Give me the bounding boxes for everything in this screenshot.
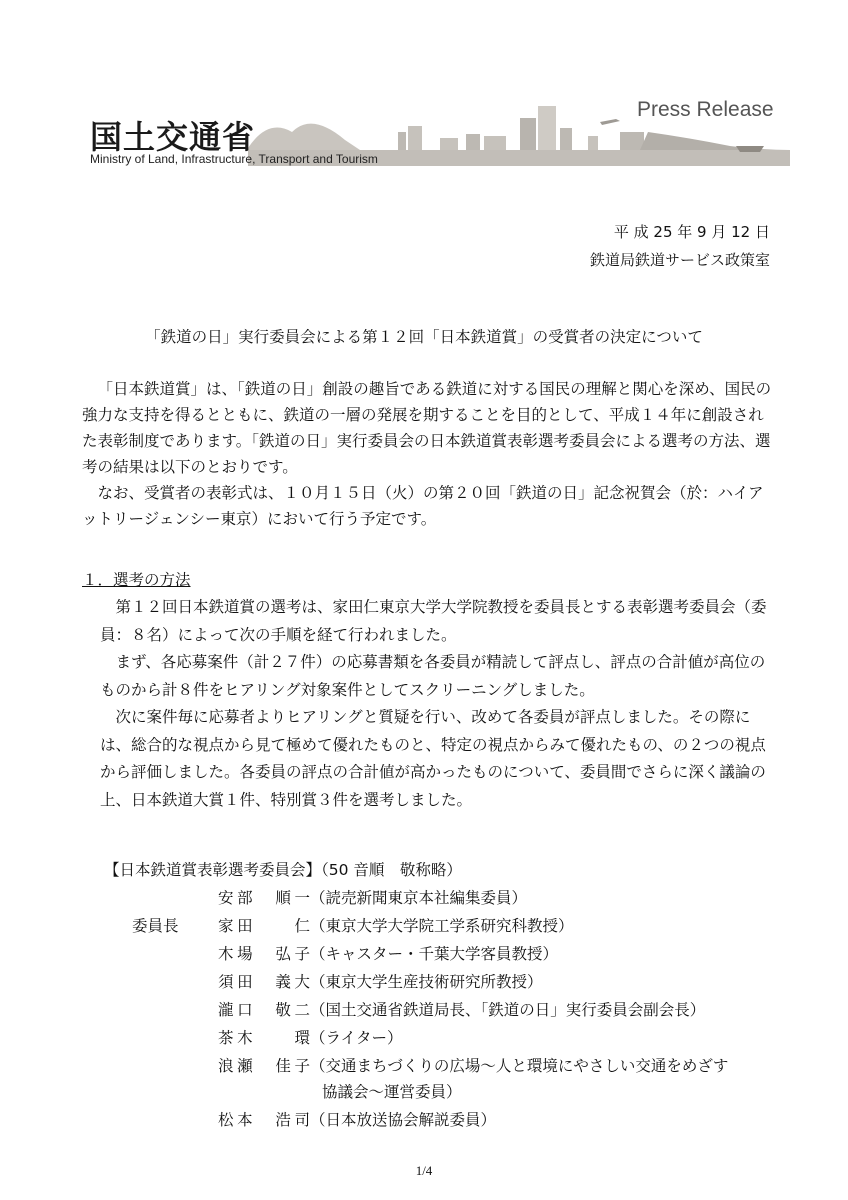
- section-1-body: [100, 594, 772, 814]
- member-name: 浪瀬 佳子: [218, 1057, 310, 1075]
- section-1-paragraph-2: まず、各応募案件（計２７件）の応募書類を各委員が精読して評点し、評点の合計値が高位のものから計８件をヒアリング対象案件としてスクリーニングしました。: [100, 653, 766, 699]
- committee-member: [0, 914, 848, 942]
- committee-member: [0, 970, 848, 998]
- member-name: 木場 弘子: [218, 945, 310, 963]
- section-1-heading: １．選考の方法: [82, 571, 191, 589]
- member-affiliation: （読売新聞東京本社編集委員）: [310, 889, 528, 907]
- member-affiliation: （交通まちづくりの広場～人と環境にやさしい交通をめざす: [310, 1057, 729, 1075]
- section-1-paragraph-1: 第１２回日本鉄道賞の選考は、家田仁東京大学大学院教授を委員長とする表彰選考委員会（委員：８名）によって次の手順を経て行われました。: [100, 598, 767, 644]
- member-name: 須田 義大: [218, 973, 310, 991]
- member-name: 茶木 環: [218, 1029, 310, 1047]
- member-affiliation: （ライター）: [310, 1029, 403, 1047]
- member-affiliation-continuation: 協議会～運営委員）: [322, 1083, 462, 1101]
- press-release-label: Press Release: [637, 98, 774, 121]
- ministry-logo-en: Ministry of Land, Infrastructure, Transport and Tourism: [90, 152, 378, 166]
- document-title: 「鉄道の日」実行委員会による第１２回「日本鉄道賞」の受賞者の決定について: [145, 328, 703, 346]
- member-affiliation: （日本放送協会解説委員）: [310, 1111, 497, 1129]
- member-affiliation: （国土交通省鉄道局長、「鉄道の日」実行委員会副会長）: [310, 1001, 706, 1019]
- member-name: 松本 浩司: [218, 1111, 310, 1129]
- committee-member: [0, 1054, 848, 1082]
- member-name: 安部 順一: [218, 889, 310, 907]
- member-name: 瀧口 敬二: [218, 1001, 310, 1019]
- member-affiliation: （キャスター・千葉大学客員教授）: [310, 945, 559, 963]
- committee-member: [0, 942, 848, 970]
- issue-date: 平 成 25 年 9 月 12 日: [613, 223, 770, 241]
- intro-paragraph-2: なお、受賞者の表彰式は、１０月１５日（火）の第２０回「鉄道の日」記念祝賀会（於：ハイアットリージェンシー東京）において行う予定です。: [82, 484, 764, 528]
- committee-member: [0, 998, 848, 1026]
- member-affiliation: （東京大学生産技術研究所教授）: [310, 973, 543, 991]
- intro-section: [82, 376, 772, 532]
- committee-member: [0, 1026, 848, 1054]
- press-release-header: [0, 0, 848, 180]
- date-block: [590, 218, 770, 274]
- committee-heading: 【日本鉄道賞表彰選考委員会】（50 音順 敬称略）: [104, 861, 462, 879]
- intro-paragraph-1: 「日本鉄道賞」は、「鉄道の日」創設の趣旨である鉄道に対する国民の理解と関心を深め、国民の強力な支持を得るとともに、鉄道の一層の発展を期することを目的として、平成１４年に創設された表彰制度であります。「鉄道の日」実行委員会の日本鉄道賞表彰選考委員会による選考の方法、選考の結果は以下のとおりです。: [82, 380, 772, 476]
- member-role: 委員長: [132, 917, 179, 935]
- issuing-bureau: 鉄道局鉄道サービス政策室: [589, 251, 770, 269]
- member-name: 家田 仁: [218, 917, 310, 935]
- ministry-logo-jp: 国土交通省: [90, 118, 256, 156]
- committee-member: [0, 1108, 848, 1136]
- page-number: 1/4: [415, 1163, 433, 1178]
- member-affiliation: （東京大学大学院工学系研究科教授）: [310, 917, 574, 935]
- section-1-paragraph-3: 次に案件毎に応募者よりヒアリングと質疑を行い、改めて各委員が評点しました。その際には、総合的な視点から見て極めて優れたものと、特定の視点からみて優れたもの、の２つの視点から評価しました。各委員の評点の合計値が高かったものについて、委員間でさらに深く議論の上、日本鉄道大賞１件、特別賞３件を選考しました。: [100, 708, 766, 809]
- committee-member: [0, 886, 848, 914]
